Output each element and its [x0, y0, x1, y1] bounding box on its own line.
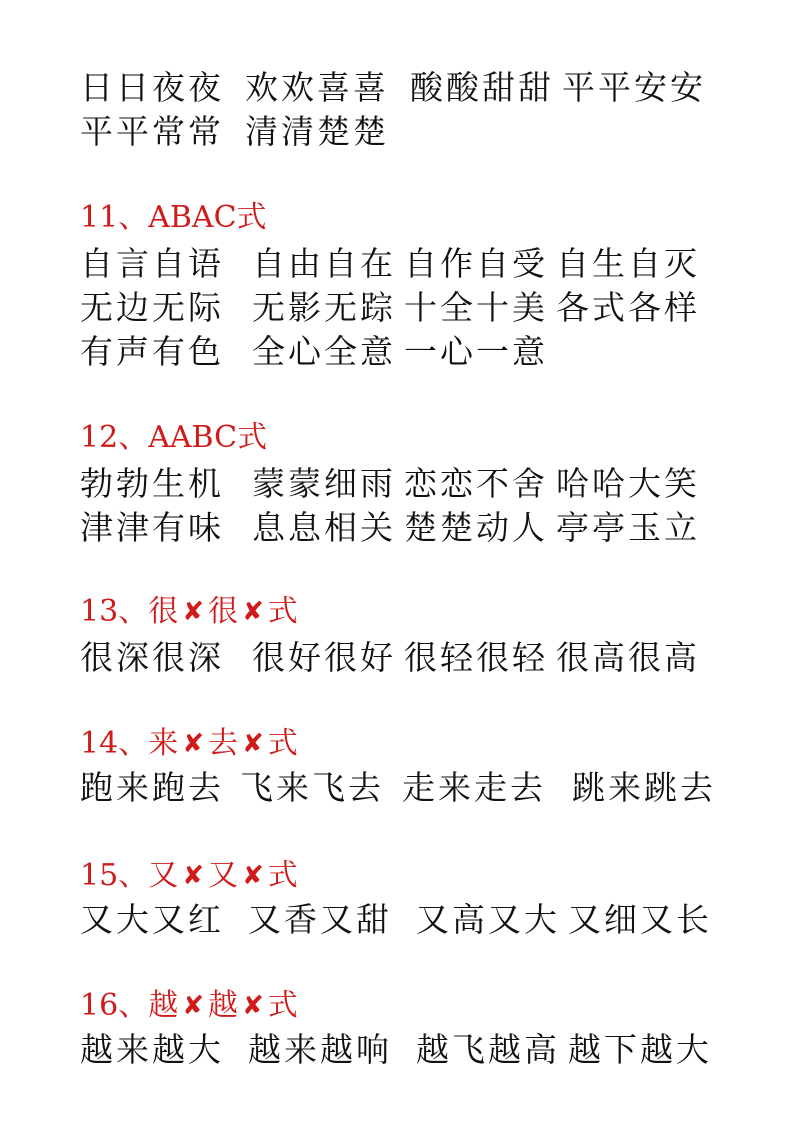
section-heading [80, 198, 267, 238]
word: 勃勃生机 [80, 464, 224, 503]
cross-mark-icon: ✘ [182, 597, 204, 627]
word: 一心一意 [404, 332, 548, 371]
word: 平平常常 [80, 112, 224, 151]
word: 又香又甜 [248, 900, 392, 939]
word: 越下越大 [568, 1030, 712, 1069]
section-number: 16、 [80, 988, 149, 1023]
pattern-char: 越 [148, 988, 179, 1023]
cross-mark-icon: ✘ [241, 991, 264, 1021]
pattern-char: 越 [207, 988, 238, 1023]
word: 蒙蒙细雨 [252, 464, 396, 503]
pattern-char: 式 [267, 594, 298, 629]
word: 欢欢喜喜 [245, 68, 389, 107]
section-heading [80, 856, 298, 896]
word: 自作自受 [404, 244, 548, 283]
word: 跑来跑去 [80, 768, 224, 807]
word-row [80, 1028, 753, 1072]
pattern-char: 去 [207, 726, 238, 761]
cross-mark-icon: ✘ [182, 861, 204, 891]
word: 自生自灭 [556, 244, 700, 283]
word: 亭亭玉立 [556, 508, 700, 547]
word: 酸酸甜甜 [410, 68, 554, 107]
word: 越飞越高 [416, 1030, 560, 1069]
word: 自由自在 [252, 244, 396, 283]
word-row [80, 462, 753, 506]
word-row [80, 286, 753, 330]
section-title: ABAC式 [148, 200, 267, 235]
section-number: 11、 [80, 200, 149, 235]
word: 跳来跳去 [572, 768, 716, 807]
word: 越来越大 [80, 1030, 224, 1069]
section-heading [80, 724, 298, 764]
pattern-char: 又 [207, 858, 238, 893]
word: 飞来飞去 [240, 768, 384, 807]
word: 津津有味 [80, 508, 224, 547]
word: 十全十美 [404, 288, 548, 327]
section-title: AABC式 [148, 420, 268, 455]
pattern-char: 很 [148, 594, 179, 629]
word: 无影无踪 [252, 288, 396, 327]
word: 平平安安 [562, 68, 706, 107]
pattern-char: 很 [207, 594, 238, 629]
word: 楚楚动人 [404, 508, 548, 547]
word: 很高很高 [556, 638, 700, 677]
word-row [80, 330, 753, 374]
word: 很轻很轻 [404, 638, 548, 677]
pattern-char: 又 [148, 858, 179, 893]
pattern-char: 式 [267, 726, 298, 761]
word: 很好很好 [252, 638, 396, 677]
pattern-char: 式 [267, 988, 298, 1023]
cross-mark-icon: ✘ [182, 729, 204, 759]
word: 哈哈大笑 [556, 464, 700, 503]
section-heading [80, 592, 298, 632]
section-number: 12、 [80, 420, 149, 455]
word-row [80, 766, 753, 810]
word: 各式各样 [556, 288, 700, 327]
word: 走来走去 [402, 768, 546, 807]
word-row [80, 636, 753, 680]
section-number: 13、 [80, 594, 149, 629]
cross-mark-icon: ✘ [241, 597, 264, 627]
word: 全心全意 [252, 332, 396, 371]
word: 自言自语 [80, 244, 224, 283]
word: 很深很深 [80, 638, 224, 677]
cross-mark-icon: ✘ [241, 861, 264, 891]
word: 日日夜夜 [80, 68, 224, 107]
word: 有声有色 [80, 332, 224, 371]
word-row [80, 506, 753, 550]
word-row [80, 110, 753, 154]
word: 清清楚楚 [245, 112, 389, 151]
word: 又细又长 [568, 900, 712, 939]
pattern-char: 来 [148, 726, 179, 761]
section-heading [80, 418, 267, 458]
word: 无边无际 [80, 288, 224, 327]
section-number: 15、 [80, 858, 149, 893]
word: 息息相关 [252, 508, 396, 547]
word: 又高又大 [416, 900, 560, 939]
section-number: 14、 [80, 726, 149, 761]
word-row [80, 66, 753, 110]
word: 越来越响 [248, 1030, 392, 1069]
word: 恋恋不舍 [404, 464, 548, 503]
word-row [80, 242, 753, 286]
cross-mark-icon: ✘ [241, 729, 264, 759]
section-heading [80, 986, 298, 1026]
word-row [80, 898, 753, 942]
pattern-char: 式 [267, 858, 298, 893]
cross-mark-icon: ✘ [182, 991, 204, 1021]
word: 又大又红 [80, 900, 224, 939]
